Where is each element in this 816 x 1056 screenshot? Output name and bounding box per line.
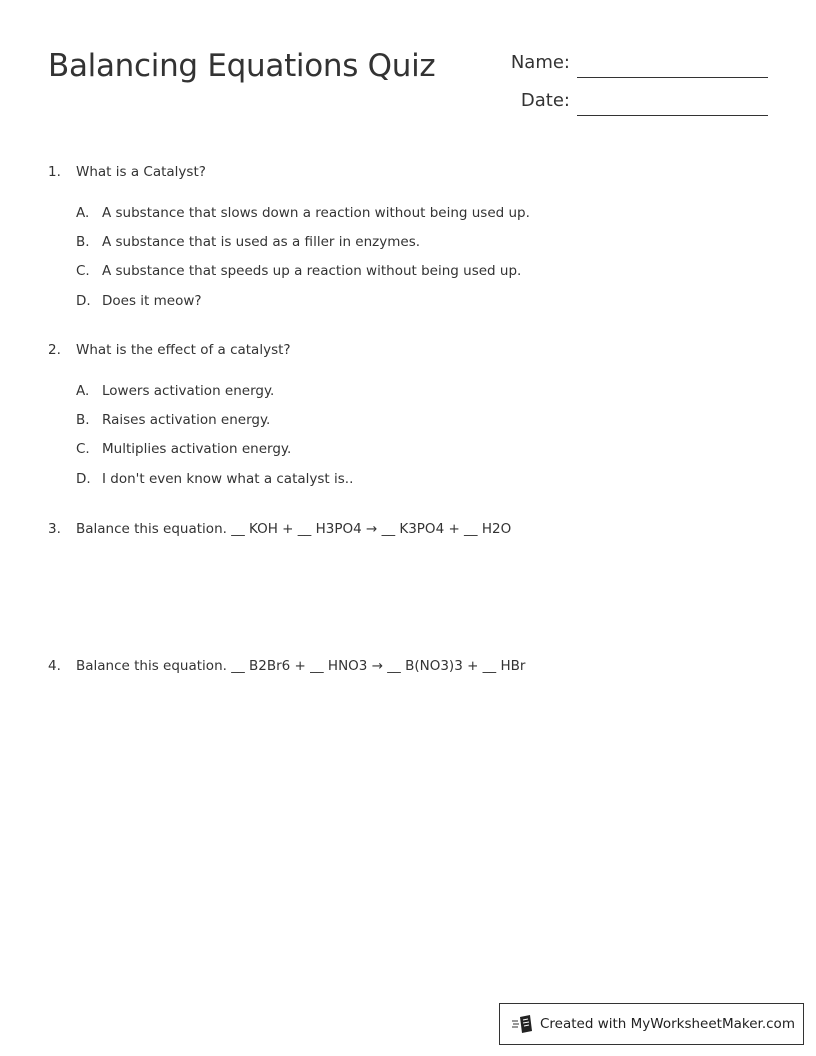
option-text: Multiplies activation energy. (102, 441, 292, 457)
name-line[interactable] (577, 77, 768, 78)
option-text: A substance that slows down a reaction without being used up. (102, 205, 530, 221)
worksheet-logo-icon (512, 1014, 534, 1034)
option-text: Raises activation energy. (102, 412, 271, 428)
option-letter: D. (76, 293, 91, 309)
option-letter: A. (76, 383, 90, 399)
option-text: Does it meow? (102, 293, 202, 309)
option-text: Lowers activation energy. (102, 383, 275, 399)
option-letter: A. (76, 205, 90, 221)
question-number: 1. (48, 164, 61, 180)
name-label: Name: (510, 52, 570, 73)
option-letter: B. (76, 234, 90, 250)
option-text: A substance that speeds up a reaction without being used up. (102, 263, 522, 279)
option-letter: C. (76, 441, 90, 457)
option-text: I don't even know what a catalyst is.. (102, 471, 354, 487)
page-title: Balancing Equations Quiz (48, 48, 436, 84)
option-text: A substance that is used as a filler in enzymes. (102, 234, 421, 250)
question-number: 3. (48, 521, 61, 537)
question-text: What is a Catalyst? (76, 164, 206, 180)
option-letter: D. (76, 471, 91, 487)
date-line[interactable] (577, 115, 768, 116)
question-text: Balance this equation. __ KOH + __ H3PO4 → __ K3PO4 + __ H2O (76, 521, 512, 537)
date-label: Date: (520, 90, 570, 111)
question-text: What is the effect of a catalyst? (76, 342, 291, 358)
option-letter: B. (76, 412, 90, 428)
question-number: 4. (48, 658, 61, 674)
footer-text: Created with MyWorksheetMaker.com (540, 1016, 795, 1032)
question-number: 2. (48, 342, 61, 358)
footer-badge[interactable] (499, 1003, 804, 1045)
option-letter: C. (76, 263, 90, 279)
question-text: Balance this equation. __ B2Br6 + __ HNO3 → __ B(NO3)3 + __ HBr (76, 658, 526, 674)
